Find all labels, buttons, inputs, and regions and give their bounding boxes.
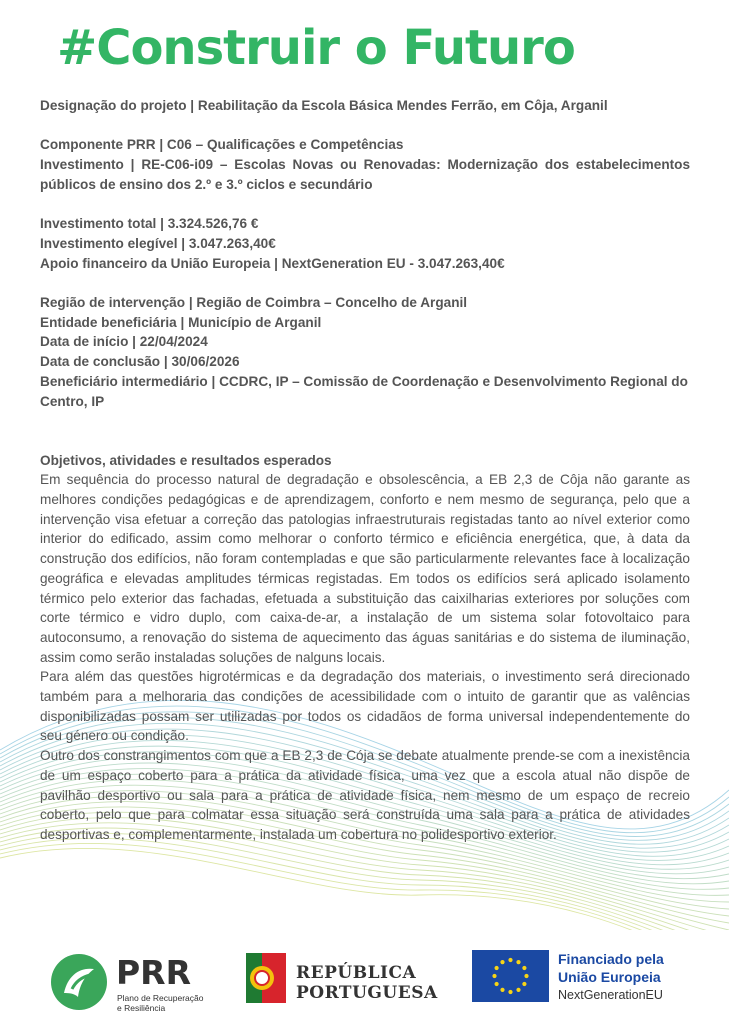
rp-line2: PORTUGUESA xyxy=(296,983,438,1003)
prr-sub-line1: Plano de Recuperação xyxy=(117,993,204,1003)
eu-star-icon xyxy=(495,966,499,970)
objetivos-heading: Objetivos, atividades e resultados esperados xyxy=(40,452,332,468)
eu-star-icon xyxy=(492,974,496,978)
prr-sub-line2: e Resiliência xyxy=(117,1003,166,1013)
project-designation: Designação do projeto | Reabilitação da Escola Básica Mendes Ferrão, em Côja, Arganil xyxy=(40,98,608,113)
portugal-shield-icon xyxy=(246,953,286,1003)
rp-line1: REPÚBLICA xyxy=(296,963,417,983)
inv-elegivel-line: Investimento elegível | 3.047.263,40€ xyxy=(40,235,276,251)
wave-line xyxy=(0,848,729,930)
inv-total-line: Investimento total | 3.324.526,76 € xyxy=(40,216,259,232)
prr-name: PRR xyxy=(116,953,192,992)
project-value: Reabilitação da Escola Básica Mendes Ferrão, em Côja, Arganil xyxy=(197,98,608,113)
republica-text xyxy=(296,963,438,1003)
inv-elegivel-label: Investimento elegível xyxy=(40,235,178,251)
objetivos-paragraph-3: Outro dos constrangimentos com que a EB 2,3 de Cója se debate atualmente prende-se com a inexistência de um espaço coberto para a prática da atividade física, uma vez que a escola atual não dispõe de pavilhão desportivo ou sala para a prática de atividade física, nem mesmo de um espaço de recreio coberto, pelo que para colmatar essa situação será construída uma sala para a prática de atividades desportivas e, complementarmente, instalada um cobertura no polidesportivo exterior. xyxy=(40,748,690,842)
apoio-label: Apoio financeiro da União Europeia xyxy=(40,255,271,271)
eu-financed-text xyxy=(558,950,664,986)
entidade-line: Entidade beneficiária | Município de Arganil xyxy=(40,314,322,330)
objetivos-paragraph-2: Para além das questões higrotérmicas e da degradação dos materiais, o investimento será direcionado também para a melhoraria das condições de acessibilidade com o intuito de garantir que as valências disponibilizadas possam ser utilizadas por todos os cidadãos de forma universal independentemente do seu género ou condição. xyxy=(40,669,690,744)
eu-line1: Financiado pela xyxy=(558,951,664,967)
prr-logo xyxy=(50,953,230,1015)
eu-star-icon xyxy=(500,960,504,964)
eu-funding-logo xyxy=(472,950,702,1015)
componente-label: Componente PRR xyxy=(40,137,156,153)
data-conclusao-value: 30/06/2026 xyxy=(171,354,240,370)
beneficiario-line: Beneficiário intermediário | CCDRC, IP – Comissão de Coordenação e Desenvolvimento Regional do Centro, IP xyxy=(40,373,688,409)
eu-flag-icon xyxy=(472,950,549,1002)
eu-star-icon xyxy=(500,988,504,992)
investimento-value: RE-C06-i09 – Escolas Novas ou Renovadas: Modernização dos estabelecimentos públicos de ensino dos 2.º e 3.º ciclos e secundário xyxy=(40,157,691,192)
republica-portuguesa-logo xyxy=(246,953,456,1013)
investimento-line: Investimento | RE-C06-i09 – Escolas Novas ou Renovadas: Modernização dos estabelecimentos públicos de ensino dos 2.º e 3.º ciclos e secundário xyxy=(40,157,691,192)
eu-star-icon xyxy=(524,974,528,978)
objetivos-paragraph-1: Em sequência do processo natural de degradação e obsolescência, a EB 2,3 de Côja não garante as melhores condições pedagógicas e de aprendizagem, conforto e nem mesmo de segurança, pelo que a intervenção visa efetuar a correção das patologias infraestruturais registadas tanto ao nível exterior como interior do edificado, assim como melhorar o conforto térmico e eficiência energética, que, à data da construção dos edifícios, não foram contempladas e que são particularmente relevantes face à localização geográfica e elevadas amplitudes térmicas registadas. Em todos os edifícios será aplicado isolamento térmico pelo exterior das fachadas, efetuada a substituição das caixilharias exteriores por soluções com corte térmico e vidro duplo, com caixa-de-ar, a instalação de um sistema solar fotovoltaico para autoconsumo, a renovação do sistema de aquecimento das águas sanitárias e do sistema de iluminação, assim como serão instaladas soluções de nalguns locais. xyxy=(40,472,690,665)
project-info xyxy=(40,96,690,845)
data-inicio-line: Data de início | 22/04/2024 xyxy=(40,334,208,350)
regiao-line: Região de intervenção | Região de Coimbra – Concelho de Arganil xyxy=(40,294,468,310)
beneficiario-value: CCDRC, IP – Comissão de Coordenação e Desenvolvimento Regional do Centro, IP xyxy=(40,373,688,409)
eu-star-icon xyxy=(516,960,520,964)
componente-value: C06 – Qualificações e Competências xyxy=(166,137,404,153)
eu-star-icon xyxy=(495,982,499,986)
data-inicio-label: Data de início xyxy=(40,334,129,350)
investimento-label: Investimento xyxy=(40,157,124,173)
eu-star-icon xyxy=(522,982,526,986)
data-conclusao-line: Data de conclusão | 30/06/2026 xyxy=(40,354,240,370)
footer-logos xyxy=(0,945,729,1025)
inv-total-value: 3.324.526,76 € xyxy=(167,216,259,232)
entidade-label: Entidade beneficiária xyxy=(40,314,177,330)
eu-star-icon xyxy=(508,958,512,962)
beneficiario-label: Beneficiário intermediário xyxy=(40,373,208,389)
inv-elegivel-value: 3.047.263,40€ xyxy=(188,235,276,251)
eu-line2: União Europeia xyxy=(558,969,661,985)
componente-line: Componente PRR | C06 – Qualificações e Competências xyxy=(40,137,404,153)
data-inicio-value: 22/04/2024 xyxy=(139,334,208,350)
wave-line xyxy=(0,838,729,930)
eu-star-icon xyxy=(516,988,520,992)
apoio-value: NextGeneration EU - 3.047.263,40€ xyxy=(281,255,505,271)
inv-total-label: Investimento total xyxy=(40,216,157,232)
prr-subtitle xyxy=(117,993,203,1013)
prr-circle-icon xyxy=(50,953,108,1011)
page-title: #Construir o Futuro xyxy=(57,20,575,76)
regiao-label: Região de intervenção xyxy=(40,294,186,310)
data-conclusao-label: Data de conclusão xyxy=(40,354,161,370)
regiao-value: Região de Coimbra – Concelho de Arganil xyxy=(196,294,468,310)
entidade-value: Município de Arganil xyxy=(188,314,322,330)
eu-star-icon xyxy=(522,966,526,970)
eu-nextgen-text: NextGenerationEU xyxy=(558,988,663,1002)
apoio-line: Apoio financeiro da União Europeia | NextGeneration EU - 3.047.263,40€ xyxy=(40,255,505,271)
wave-line xyxy=(0,833,729,930)
eu-star-icon xyxy=(508,990,512,994)
wave-line xyxy=(0,843,729,930)
project-label: Designação do projeto xyxy=(40,98,187,113)
